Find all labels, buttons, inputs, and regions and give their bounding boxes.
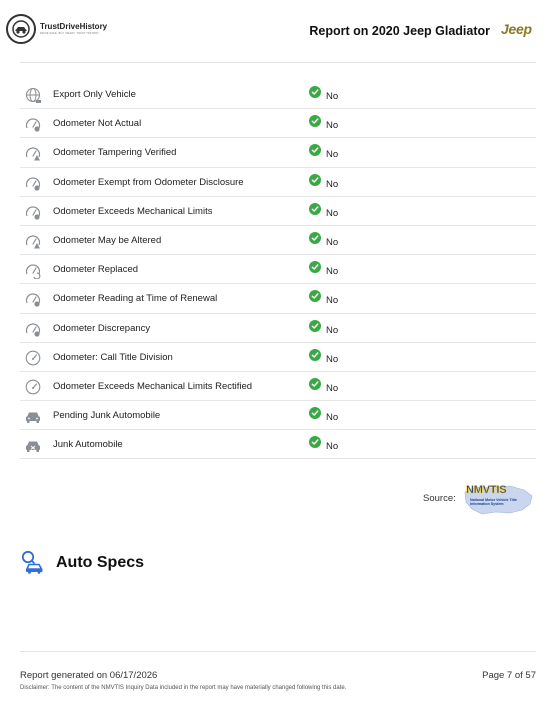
check-label: Odometer Replaced <box>53 264 139 276</box>
check-label: Odometer Discrepancy <box>53 322 151 334</box>
odometer-icon <box>24 320 42 338</box>
disclaimer: Disclaimer: The content of the NMVTIS Inquiry Data included in the report may have materially changed following this date. <box>20 685 347 691</box>
check-value: No <box>326 91 339 102</box>
check-label: Odometer May be Altered <box>53 234 162 246</box>
check-label: Odometer Reading at Time of Renewal <box>53 293 218 305</box>
trustdrivehistory-logo[interactable] <box>6 14 116 44</box>
check-label: Odometer Exempt from Odometer Disclosure <box>53 176 244 188</box>
check-row <box>20 226 536 255</box>
check-value: No <box>326 207 339 219</box>
globe-icon <box>24 86 42 104</box>
check-label: Odometer Exceeds Mechanical Limits Rectified <box>53 380 253 392</box>
check-circle-icon <box>309 320 321 332</box>
car-x-icon <box>24 436 42 454</box>
check-row <box>20 80 536 109</box>
odometer-warning-icon <box>24 232 42 250</box>
check-label: Odometer Exceeds Mechanical Limits <box>53 205 213 217</box>
check-circle-icon <box>309 407 321 419</box>
check-label: Pending Junk Automobile <box>53 410 161 422</box>
header-divider <box>20 62 536 63</box>
check-circle-icon <box>309 436 321 448</box>
report-title: Report on 2020 Jeep Gladiator <box>309 24 490 38</box>
check-circle-icon <box>309 174 321 186</box>
source-label: Source: <box>423 493 456 504</box>
check-row <box>20 314 536 343</box>
logo-tagline: DRIVE SAFE. BUY SMART. TRUST HISTORY. <box>40 31 100 35</box>
check-value: No <box>326 353 339 365</box>
jeep-brand-logo: Jeep <box>501 21 532 37</box>
nmvtis-title: NMVTIS <box>466 484 507 496</box>
check-value: No <box>326 266 339 278</box>
page-number: Page 7 of 57 <box>482 670 536 681</box>
check-circle-icon <box>309 261 321 273</box>
check-value: No <box>326 324 339 336</box>
check-circle-icon <box>309 378 321 390</box>
footer-divider <box>20 651 536 652</box>
odometer-warning-icon <box>24 144 42 162</box>
check-circle-icon <box>309 203 321 215</box>
check-row <box>20 284 536 313</box>
check-value: No <box>326 441 339 453</box>
check-value: No <box>326 149 339 161</box>
check-label: Junk Automobile <box>53 439 123 451</box>
check-row <box>20 401 536 430</box>
check-circle-icon <box>309 232 321 244</box>
check-row <box>20 109 536 138</box>
check-circle-icon <box>309 290 321 302</box>
check-row <box>20 255 536 284</box>
gauge-icon <box>24 378 42 396</box>
check-label: Odometer Not Actual <box>53 118 142 130</box>
page-header <box>0 0 556 62</box>
car-icon <box>24 407 42 425</box>
odometer-icon <box>24 174 42 192</box>
logo-badge-icon <box>6 14 36 44</box>
check-row <box>20 197 536 226</box>
nmvtis-subtitle: National Motor Vehicle Title Information System <box>470 498 517 507</box>
section-title: Auto Specs <box>56 554 145 571</box>
check-row <box>20 168 536 197</box>
check-circle-icon <box>309 115 321 127</box>
odometer-icon <box>24 290 42 308</box>
check-row <box>20 343 536 372</box>
check-value: No <box>326 178 339 190</box>
check-label: Odometer Tampering Verified <box>53 147 177 159</box>
data-source <box>380 480 536 520</box>
odometer-icon <box>24 115 42 133</box>
check-value: No <box>326 236 339 248</box>
check-circle-icon <box>309 349 321 361</box>
report-generated-date: Report generated on 06/17/2026 <box>20 670 158 681</box>
title-brand-check-table <box>20 80 536 459</box>
nmvtis-logo[interactable] <box>462 482 536 518</box>
odometer-icon <box>24 203 42 221</box>
check-label: Export Only Vehicle <box>53 89 136 100</box>
check-value: No <box>326 120 339 132</box>
odometer-replace-icon <box>24 261 42 279</box>
gauge-icon <box>24 349 42 367</box>
check-row <box>20 138 536 167</box>
check-value: No <box>326 382 339 394</box>
check-value: No <box>326 412 339 424</box>
check-row <box>20 372 536 401</box>
check-circle-icon <box>309 144 321 156</box>
check-label: Odometer: Call Title Division <box>53 351 173 363</box>
car-search-icon <box>20 550 44 574</box>
check-row <box>20 430 536 459</box>
check-circle-icon <box>309 86 321 98</box>
logo-name: TrustDriveHistory <box>40 21 108 31</box>
check-value: No <box>326 295 339 307</box>
